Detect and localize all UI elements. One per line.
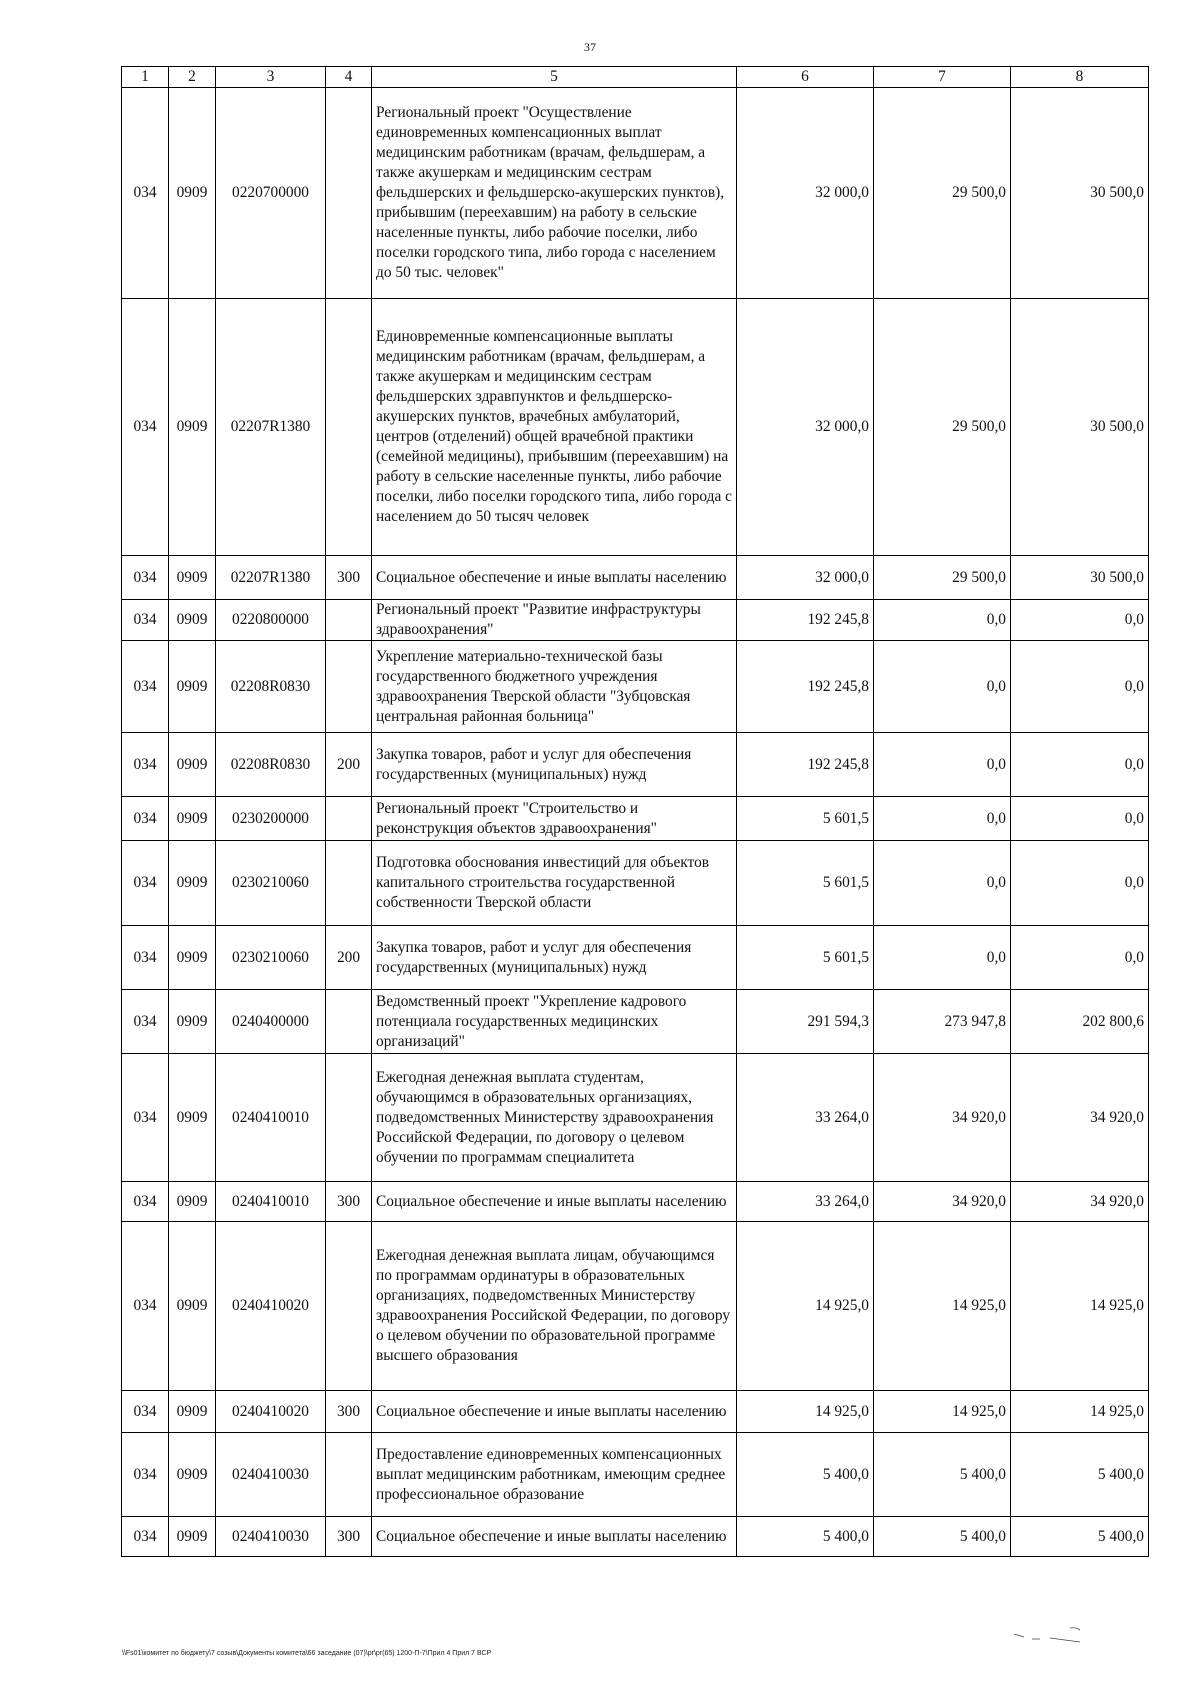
cell-amount-6: 192 245,8	[737, 600, 874, 641]
table-row	[122, 733, 1149, 797]
cell-amount-7: 29 500,0	[874, 299, 1011, 556]
cell-chapter: 034	[122, 88, 169, 299]
table-row	[122, 88, 1149, 299]
cell-expense-type: 200	[326, 733, 372, 797]
cell-amount-7: 0,0	[874, 797, 1011, 841]
cell-chapter: 034	[122, 1054, 169, 1182]
cell-amount-7: 14 925,0	[874, 1222, 1011, 1391]
cell-chapter: 034	[122, 1222, 169, 1391]
cell-expense-type	[326, 797, 372, 841]
cell-amount-6: 5 400,0	[737, 1517, 874, 1557]
cell-section: 0909	[169, 299, 216, 556]
cell-amount-7: 34 920,0	[874, 1182, 1011, 1222]
cell-name: Предоставление единовременных компенсационных выплат медицинским работникам, имеющим среднее профессиональное образование	[372, 1433, 737, 1517]
cell-amount-8: 5 400,0	[1011, 1517, 1149, 1557]
cell-chapter: 034	[122, 1182, 169, 1222]
cell-name: Региональный проект "Развитие инфраструктуры здравоохранения"	[372, 600, 737, 641]
cell-name: Социальное обеспечение и иные выплаты населению	[372, 1517, 737, 1557]
signature-mark	[1010, 1624, 1090, 1644]
table-row	[122, 926, 1149, 990]
cell-amount-6: 192 245,8	[737, 641, 874, 733]
cell-name: Социальное обеспечение и иные выплаты населению	[372, 1182, 737, 1222]
cell-expense-type	[326, 990, 372, 1054]
table-row	[122, 1054, 1149, 1182]
cell-amount-6: 14 925,0	[737, 1391, 874, 1433]
cell-amount-6: 32 000,0	[737, 88, 874, 299]
table-row	[122, 556, 1149, 600]
cell-chapter: 034	[122, 733, 169, 797]
table-row	[122, 641, 1149, 733]
cell-name: Региональный проект "Осуществление единовременных компенсационных выплат медицинским работникам (врачам, фельдшерам, а также акушеркам и медицинским сестрам фельдшерских и фельдшерско-акушерских пунктов), прибывшим (переехавшим) на работу в сельские населенные пункты, либо рабочие поселки, либо поселки городского типа, либо города с населением до 50 тыс. человек"	[372, 88, 737, 299]
cell-chapter: 034	[122, 990, 169, 1054]
cell-section: 0909	[169, 990, 216, 1054]
column-header: 2	[169, 67, 216, 88]
cell-name: Ежегодная денежная выплата лицам, обучающимся по программам ординатуры в образовательных организациях, подведомственных Министерству здравоохранения Российской Федерации, по договору о целевом обучении по образовательной программе высшего образования	[372, 1222, 737, 1391]
cell-target-code: 0240410020	[216, 1222, 326, 1391]
cell-name: Социальное обеспечение и иные выплаты населению	[372, 556, 737, 600]
cell-amount-6: 5 400,0	[737, 1433, 874, 1517]
cell-amount-7: 29 500,0	[874, 88, 1011, 299]
cell-amount-8: 202 800,6	[1011, 990, 1149, 1054]
cell-amount-6: 32 000,0	[737, 299, 874, 556]
cell-amount-8: 34 920,0	[1011, 1054, 1149, 1182]
cell-name: Закупка товаров, работ и услуг для обеспечения государственных (муниципальных) нужд	[372, 733, 737, 797]
cell-section: 0909	[169, 797, 216, 841]
cell-chapter: 034	[122, 641, 169, 733]
cell-name: Подготовка обоснования инвестиций для объектов капитального строительства государственной собственности Тверской области	[372, 841, 737, 926]
cell-amount-8: 30 500,0	[1011, 88, 1149, 299]
cell-amount-7: 14 925,0	[874, 1391, 1011, 1433]
cell-target-code: 0220800000	[216, 600, 326, 641]
page-number: 37	[584, 40, 596, 54]
cell-amount-7: 5 400,0	[874, 1433, 1011, 1517]
cell-name: Закупка товаров, работ и услуг для обеспечения государственных (муниципальных) нужд	[372, 926, 737, 990]
cell-section: 0909	[169, 1054, 216, 1182]
cell-expense-type: 200	[326, 926, 372, 990]
cell-chapter: 034	[122, 299, 169, 556]
cell-chapter: 034	[122, 600, 169, 641]
cell-expense-type	[326, 841, 372, 926]
cell-amount-7: 273 947,8	[874, 990, 1011, 1054]
cell-target-code: 0220700000	[216, 88, 326, 299]
cell-amount-8: 30 500,0	[1011, 299, 1149, 556]
cell-amount-6: 14 925,0	[737, 1222, 874, 1391]
cell-amount-8: 14 925,0	[1011, 1391, 1149, 1433]
cell-amount-7: 0,0	[874, 841, 1011, 926]
cell-section: 0909	[169, 1433, 216, 1517]
column-header: 8	[1011, 67, 1149, 88]
cell-section: 0909	[169, 641, 216, 733]
cell-name: Ведомственный проект "Укрепление кадрового потенциала государственных медицинских организаций"	[372, 990, 737, 1054]
cell-amount-8: 5 400,0	[1011, 1433, 1149, 1517]
cell-expense-type	[326, 1222, 372, 1391]
cell-expense-type: 300	[326, 1182, 372, 1222]
column-header: 7	[874, 67, 1011, 88]
cell-amount-6: 5 601,5	[737, 926, 874, 990]
cell-target-code: 0240400000	[216, 990, 326, 1054]
cell-name: Ежегодная денежная выплата студентам, обучающимся в образовательных организациях, подведомственных Министерству здравоохранения Российской Федерации, по договору о целевом обучении по программам специалитета	[372, 1054, 737, 1182]
cell-target-code: 0230200000	[216, 797, 326, 841]
table-row	[122, 1433, 1149, 1517]
cell-chapter: 034	[122, 1517, 169, 1557]
cell-amount-7: 0,0	[874, 733, 1011, 797]
cell-section: 0909	[169, 1222, 216, 1391]
cell-chapter: 034	[122, 1391, 169, 1433]
cell-section: 0909	[169, 841, 216, 926]
cell-amount-8: 34 920,0	[1011, 1182, 1149, 1222]
cell-target-code: 0240410020	[216, 1391, 326, 1433]
cell-target-code: 0240410010	[216, 1054, 326, 1182]
cell-amount-8: 14 925,0	[1011, 1222, 1149, 1391]
cell-section: 0909	[169, 926, 216, 990]
cell-expense-type	[326, 641, 372, 733]
header-row	[122, 67, 1149, 88]
cell-target-code: 0240410010	[216, 1182, 326, 1222]
cell-section: 0909	[169, 1182, 216, 1222]
cell-chapter: 034	[122, 1433, 169, 1517]
column-header: 1	[122, 67, 169, 88]
cell-section: 0909	[169, 733, 216, 797]
cell-target-code: 02207R1380	[216, 556, 326, 600]
cell-target-code: 0240410030	[216, 1433, 326, 1517]
cell-chapter: 034	[122, 556, 169, 600]
cell-expense-type: 300	[326, 1391, 372, 1433]
column-header: 6	[737, 67, 874, 88]
table-row	[122, 797, 1149, 841]
table-row	[122, 1517, 1149, 1557]
column-header: 4	[326, 67, 372, 88]
cell-expense-type	[326, 1433, 372, 1517]
cell-section: 0909	[169, 600, 216, 641]
cell-section: 0909	[169, 1391, 216, 1433]
cell-amount-7: 0,0	[874, 641, 1011, 733]
cell-amount-6: 33 264,0	[737, 1054, 874, 1182]
cell-amount-7: 29 500,0	[874, 556, 1011, 600]
cell-name: Региональный проект "Строительство и реконструкция объектов здравоохранения"	[372, 797, 737, 841]
cell-chapter: 034	[122, 797, 169, 841]
table-row	[122, 841, 1149, 926]
cell-amount-8: 0,0	[1011, 600, 1149, 641]
column-header: 3	[216, 67, 326, 88]
cell-section: 0909	[169, 88, 216, 299]
cell-amount-8: 0,0	[1011, 641, 1149, 733]
cell-amount-6: 5 601,5	[737, 797, 874, 841]
table-row	[122, 600, 1149, 641]
cell-section: 0909	[169, 556, 216, 600]
cell-target-code: 0230210060	[216, 841, 326, 926]
cell-expense-type	[326, 299, 372, 556]
cell-amount-6: 192 245,8	[737, 733, 874, 797]
table-row	[122, 1222, 1149, 1391]
cell-amount-8: 0,0	[1011, 733, 1149, 797]
cell-amount-8: 0,0	[1011, 797, 1149, 841]
cell-name: Единовременные компенсационные выплаты медицинским работникам (врачам, фельдшерам, а также акушеркам и медицинским сестрам фельдшерских здравпунктов и фельдшерско-акушерских пунктов, врачебных амбулаторий, центров (отделений) общей врачебной практики (семейной медицины), прибывшим (переехавшим) на работу в сельские населенные пункты, либо рабочие поселки, либо поселки городского типа, либо города с населением до 50 тысяч человек	[372, 299, 737, 556]
cell-name: Укрепление материально-технической базы государственного бюджетного учреждения здравоохранения Тверской области "Зубцовская центральная районная больница"	[372, 641, 737, 733]
cell-target-code: 02208R0830	[216, 733, 326, 797]
cell-expense-type: 300	[326, 1517, 372, 1557]
cell-name: Социальное обеспечение и иные выплаты населению	[372, 1391, 737, 1433]
cell-amount-7: 5 400,0	[874, 1517, 1011, 1557]
table-row	[122, 990, 1149, 1054]
cell-amount-6: 5 601,5	[737, 841, 874, 926]
cell-section: 0909	[169, 1517, 216, 1557]
cell-expense-type	[326, 88, 372, 299]
cell-amount-7: 0,0	[874, 600, 1011, 641]
table-row	[122, 299, 1149, 556]
cell-amount-6: 291 594,3	[737, 990, 874, 1054]
cell-target-code: 02208R0830	[216, 641, 326, 733]
cell-amount-7: 34 920,0	[874, 1054, 1011, 1182]
cell-amount-8: 0,0	[1011, 841, 1149, 926]
cell-target-code: 0240410030	[216, 1517, 326, 1557]
budget-table	[121, 66, 1149, 1557]
cell-target-code: 0230210060	[216, 926, 326, 990]
table-row	[122, 1391, 1149, 1433]
cell-chapter: 034	[122, 841, 169, 926]
cell-amount-8: 0,0	[1011, 926, 1149, 990]
cell-expense-type	[326, 1054, 372, 1182]
column-header: 5	[372, 67, 737, 88]
cell-chapter: 034	[122, 926, 169, 990]
table-row	[122, 1182, 1149, 1222]
cell-amount-6: 32 000,0	[737, 556, 874, 600]
cell-amount-6: 33 264,0	[737, 1182, 874, 1222]
cell-amount-7: 0,0	[874, 926, 1011, 990]
cell-amount-8: 30 500,0	[1011, 556, 1149, 600]
footer-file-path: \\Fs01\комитет по бюджету\7 созыв\Документы комитета\66 заседание (07)\pr\pr(65) 1200-П-7\Прил 4 Прил 7 ВСР	[122, 1650, 492, 1657]
cell-expense-type	[326, 600, 372, 641]
cell-expense-type: 300	[326, 556, 372, 600]
cell-target-code: 02207R1380	[216, 299, 326, 556]
